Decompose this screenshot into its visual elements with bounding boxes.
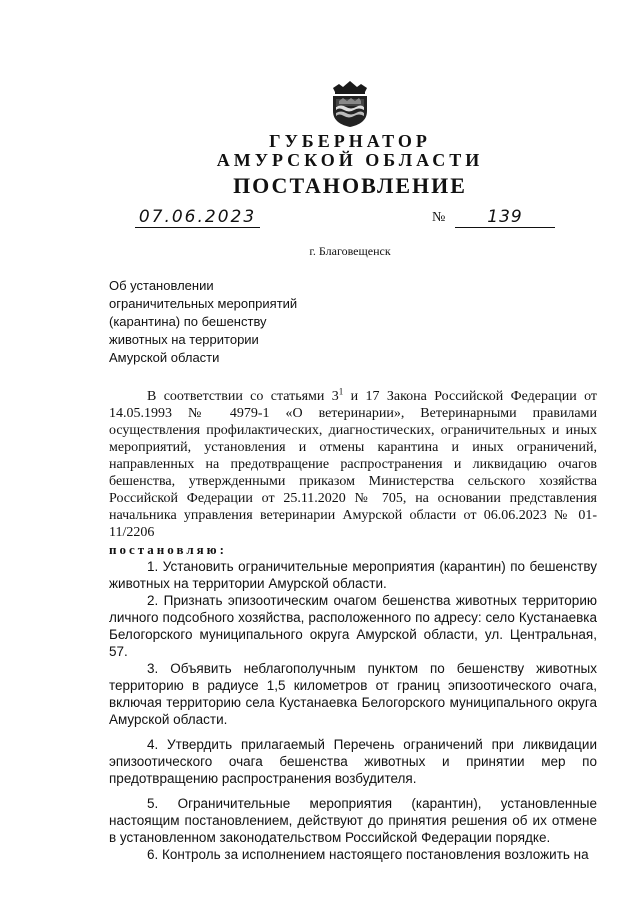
decree-item: 2. Признать эпизоотическим очагом бешенства животных территорию личного подсобного хозяйства, расположенного по адресу: село Кустанаевка Белогорского муниципального округа Амурской области, ул. Центральная, 57. — [109, 593, 597, 659]
subject-line: (карантина) по бешенству — [109, 314, 267, 329]
document-date: 07.06.2023 — [135, 207, 260, 228]
governor-title: ГУБЕРНАТОР — [269, 131, 431, 151]
decree-item: 3. Объявить неблагополучным пунктом по бешенству животных территорию в радиусе 1,5 километров от границ эпизоотического очага, включая территорию села Кустанаевка Белогорского муниципального округа Амурской области. — [109, 661, 597, 727]
document-subject — [109, 277, 369, 367]
subject-line: животных на территории — [109, 332, 259, 347]
preamble-text-rest: и 17 Закона Российской Федерации от 14.05.1993 № 4979-1 «О ветеринарии», Ветеринарными правилами осуществления профилактических, диагностических, ограничительных и иных мероприятий, установления и отмены карантина и иных ограничений, направленных на предотвращение распространения и ликвидацию очагов бешенства, утвержденными приказом Министерства сельского хозяйства Российской Федерации от 25.11.2020 № 705, на основании представления начальника управления ветеринарии Амурской области от 06.06.2023 № 01-11/2206 — [109, 389, 598, 540]
article-superscript: 1 — [338, 386, 344, 397]
subject-line: ограничительных мероприятий — [109, 296, 298, 311]
preamble-paragraph — [109, 388, 597, 541]
document-number: 139 — [455, 207, 555, 228]
city-name: г. Благовещенск — [309, 244, 391, 258]
decree-item: 5. Ограничительные мероприятия (карантин), установленные настоящим постановлением, действуют до принятия решения об их отмене в установленном законодательством Российской Федерации порядке. — [109, 796, 597, 845]
decree-item: 1. Установить ограничительные мероприятия (карантин) по бешенству животных на территории Амурской области. — [109, 559, 597, 591]
subject-line: Амурской области — [109, 350, 220, 365]
decree-word: постановляю: — [109, 542, 227, 557]
amur-oblast-coat-of-arms-icon — [329, 78, 371, 128]
preamble-text-start: В соответствии со статьями 3 — [147, 389, 339, 404]
decree-item: 4. Утвердить прилагаемый Перечень ограничений при ликвидации эпизоотического очага бешенства животных и принятии мер по предотвращению распространения возбудителя. — [109, 737, 597, 786]
subject-line: Об установлении — [109, 278, 214, 293]
number-label: № — [432, 210, 446, 225]
region-title: АМУРСКОЙ ОБЛАСТИ — [216, 150, 484, 170]
document-body — [109, 388, 597, 863]
decree-item: 6. Контроль за исполнением настоящего постановления возложить на — [147, 847, 589, 862]
document-type-title: ПОСТАНОВЛЕНИЕ — [233, 173, 467, 198]
